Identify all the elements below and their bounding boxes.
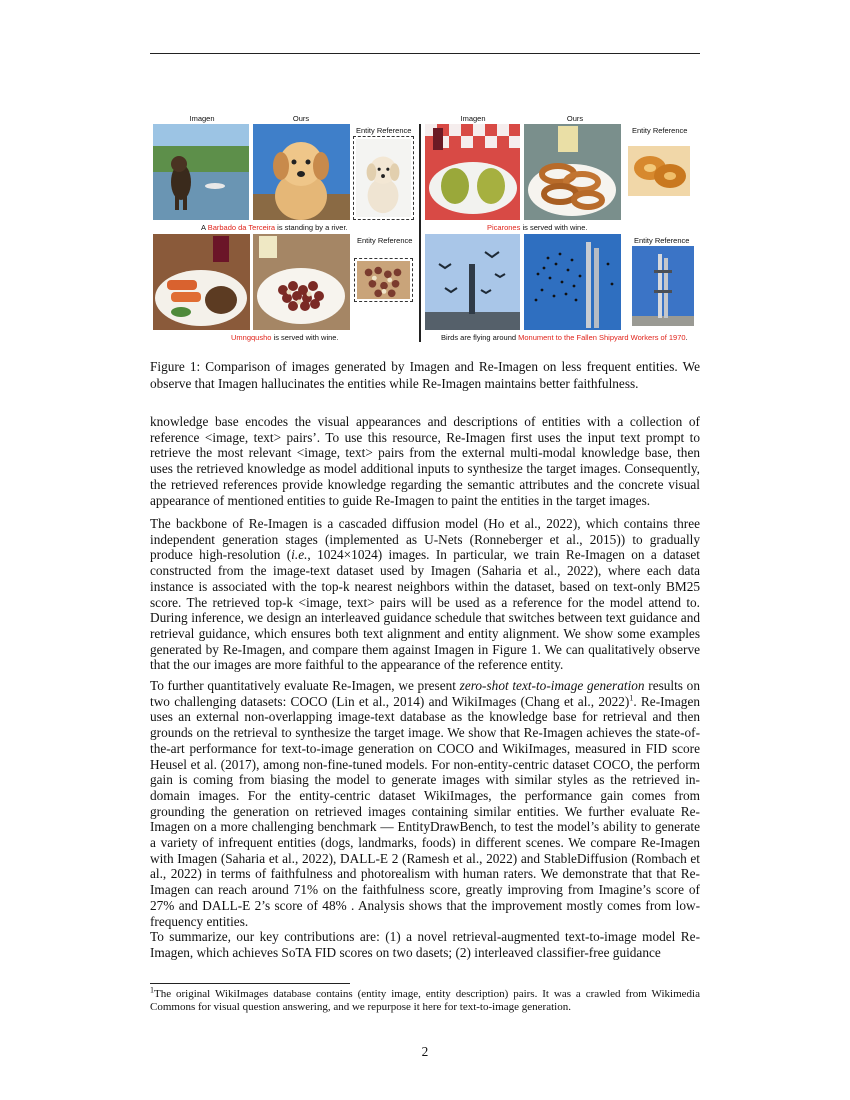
label-imagen-right: Imagen [460,114,486,123]
image-reference-picarones [628,146,690,196]
image-ours-dog [253,124,350,220]
label-entity-reference-right-bottom: Entity Reference [634,236,690,245]
paragraph-4: To summarize, our key contributions are: (1) a novel retrieval-augmented text-to-image model Re-Imagen, which achieves SoTA FID scores on two dasets; (2) interleaved classifier-free guidance [150,929,700,960]
label-ours-right: Ours [566,114,584,123]
image-reference-monument [632,246,694,326]
image-imagen-monument [425,234,520,330]
figure-1 [150,112,700,352]
caption-top-right: Picarones is served with wine. [487,223,588,232]
image-imagen-picarones [425,124,520,220]
image-imagen-umngqusho [153,234,250,330]
image-ours-monument [524,234,621,330]
paragraph-3: To further quantitatively evaluate Re-Imagen, we present zero-shot text-to-image generation results on two challenging datasets: COCO (Lin et al., 2014) and WikiImages (Chang et al., 2022)$^1$. Re-Imagen uses an external non-overlapping image-text database as the knowledge base for retrieval and then grounds on the retrieval to synthesize the target image. We show that Re-Imagen achieves the state-of-the-art performance for text-to-image generation on COCO and WikiImages, measured in FID score Heusel et al. (2017), among non-fine-tuned models. For non-entity-centric dataset COCO, the perform gain is coming from biasing the model to generate images with similar styles as the retrieved in-domain images. For the entity-centric dataset WikiImages, the performance gain comes from grounding the generation on retrieved images containing similar entities. We further evaluate Re-Imagen on a more challenging benchmark — EntityDrawBench, to test the model’s ability to generate a variety of infrequent entities (dogs, landmarks, foods) in different scenes. We compare Re-Imagen with Imagen (Saharia et al., 2022), DALL-E 2 (Ramesh et al., 2022) and StableDiffusion (Rombach et al., 2022) in terms of faithfulness and photorealism with human raters. We demonstrate that that Re-Imagen can reach around 71% on the faithfulness score, greatly improving from Imagine’s score of 27% and DALL-E 2’s score of 48% . Analysis shows that the improvement mostly comes from low-frequency entities. [150,678,701,929]
image-reference-white-dog [356,139,411,217]
footnote: $^1$The original WikiImages database contains (entity image, entity description) pairs. It was a crawled from Wikimedia Commons for visual question answering, and we repurpose it here for text-to-image generation. [150,985,700,1014]
page-number: 2 [421,1044,429,1059]
paragraph-1: knowledge base encodes the visual appearances and descriptions of entities with a collection of reference <image, text> pairs’. To use this resource, Re-Imagen first uses the input text prompt to retrieve the most relevant <image, text> pairs from the external multi-modal knowledge base, then uses the retrieved knowledge as model additional inputs to synthesize the target images. Consequently, the retrieved references provide knowledge regarding the semantic attributes and the concrete visual appearance of mentioned entities to guide Re-Imagen to paint the entities in the target images. [150,414,700,508]
caption-top-left: A Barbado da Terceira is standing by a river. [201,223,348,232]
image-ours-picarones [524,124,621,220]
label-entity-reference-left-bottom: Entity Reference [357,236,413,245]
image-imagen-dog-river [153,124,249,220]
label-ours-left: Ours [292,114,310,123]
figure-divider [419,124,421,342]
caption-bottom-left: Umngqusho is served with wine. [231,333,339,342]
image-reference-umngqusho [357,261,410,299]
figure-caption: Figure 1: Comparison of images generated by Imagen and Re-Imagen on less frequent entities. We observe that Imagen hallucinates the entities while Re-Imagen maintains better faithfulness. [150,359,700,391]
paragraph-2: The backbone of Re-Imagen is a cascaded diffusion model (Ho et al., 2022), which contains three independent generation stages (implemented as U-Nets (Ronneberger et al., 2015)) to gradually produce high-resolution (i.e., 1024×1024) images. In particular, we train Re-Imagen on a dataset constructed from the image-text dataset used by Imagen (Saharia et al., 2022), where each data instance is associated with the top-k nearest neighbors within the dataset, based on text-only BM25 score. The retrieved top-k <image, text> pairs will be used as a reference for the model attend to. During inference, we design an interleaved guidance schedule that switches between text guidance and retrieval guidance, which ensures both text alignment and entity alignment. We show some examples generated by Re-Imagen, and compare them against Imagen in Figure 1. We can qualitatively observe that the our images are more faithful to the appearance of the reference entity. [150,516,700,673]
footnote-rule [150,983,350,984]
header-rule [150,53,700,54]
footnote-ref: 1 [629,693,634,703]
label-entity-reference-right-top: Entity Reference [632,126,688,135]
entity-reference-box-dog [353,136,414,220]
image-ours-umngqusho [253,234,350,330]
caption-bottom-right: Birds are flying around Monument to the Fallen Shipyard Workers of 1970. [441,333,688,342]
entity-reference-box-umngqusho [354,258,413,302]
label-imagen-left: Imagen [189,114,215,123]
label-entity-reference-left-top: Entity Reference [356,126,412,135]
